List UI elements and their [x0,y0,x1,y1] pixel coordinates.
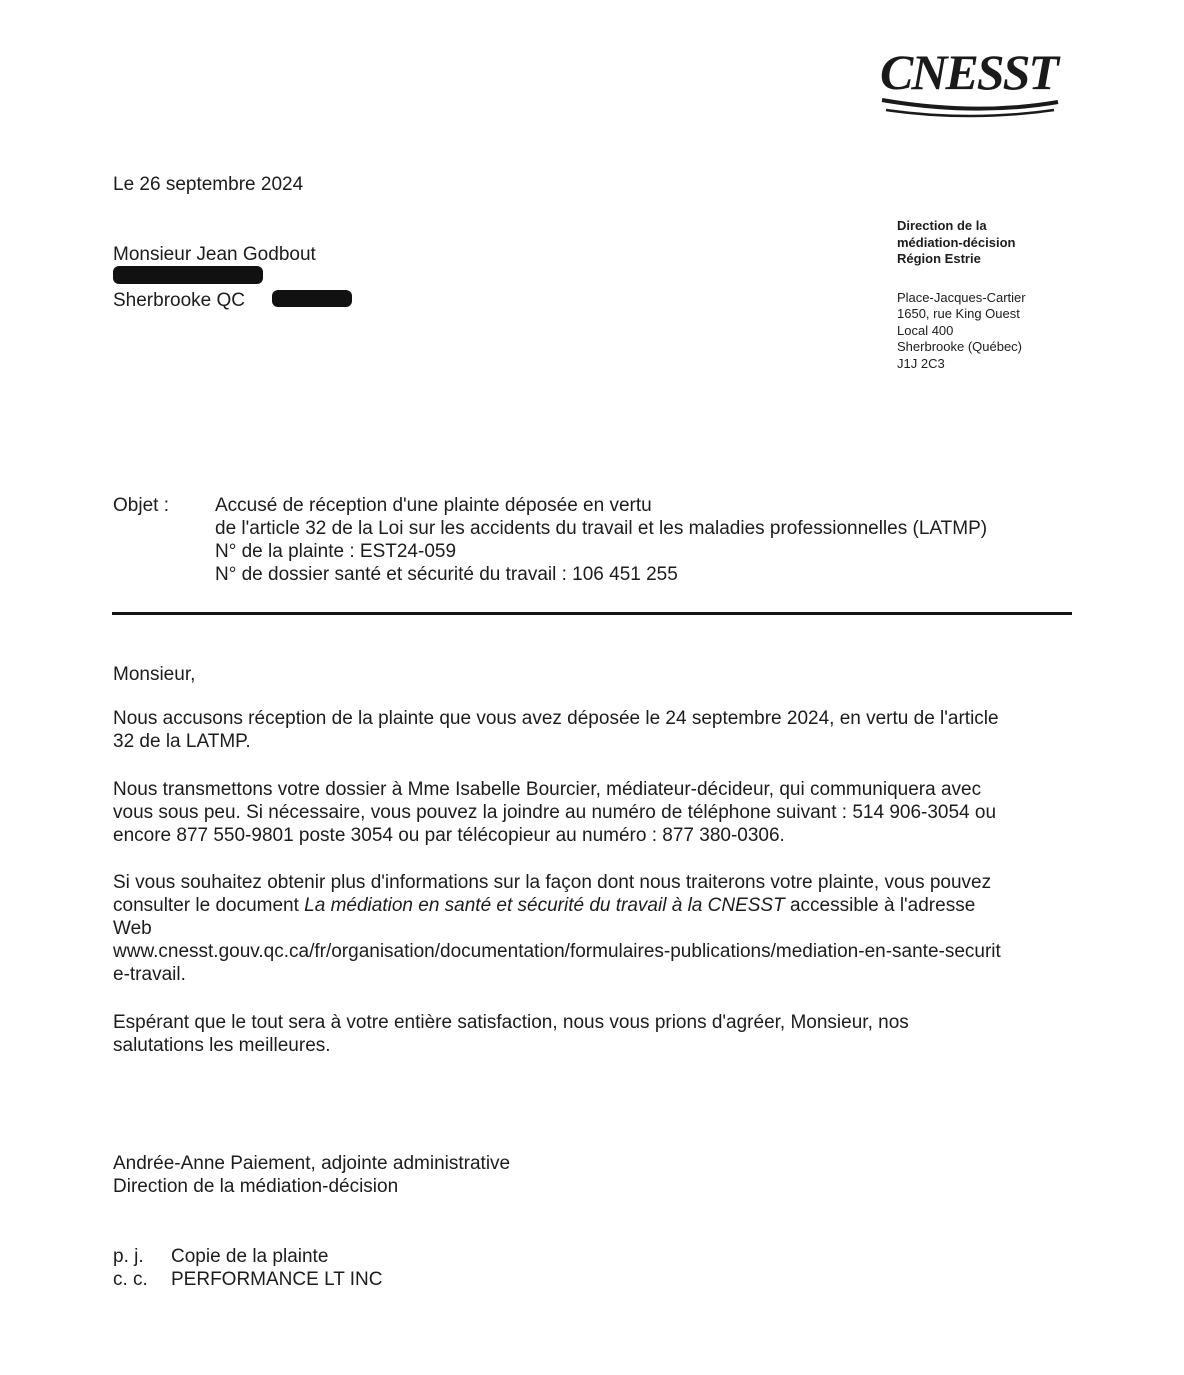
cc-row [113,1268,383,1291]
recipient-city: Sherbrooke QC [113,290,246,311]
paragraph-line: Nous accusons réception de la plainte que vous avez déposée le 24 septembre 2024, en vertu de l'article [113,708,999,729]
pj-label: p. j. [113,1246,144,1267]
logo-text: CNESST [880,44,1057,100]
web-address-continued: e-travail. [113,964,186,985]
paragraph-line: Si vous souhaitez obtenir plus d'informations sur la façon dont nous traiterons votre plainte, vous pouvez [113,872,992,893]
paragraph-mediator [113,778,1073,847]
office-address-line: Local 400 [897,322,954,338]
paragraph-information [113,871,1073,986]
office-address-line: Place-Jacques-Cartier [897,289,1026,305]
cnesst-logo [880,44,1070,124]
paragraph-line [113,894,1073,917]
office-region: Région Estrie [897,251,981,266]
objet-line: de l'article 32 de la Loi sur les accidents du travail et les maladies professionnelles (LATMP) [215,518,988,539]
office-address-line: Sherbrooke (Québec) [897,339,1023,354]
office-service: médiation-décision [897,234,1016,250]
document-title: La médiation en santé et sécurité du travail à la CNESST [304,895,785,916]
paragraph-line: Nous transmettons votre dossier à Mme Isabelle Bourcier, médiateur-décideur, qui communiquera avec [113,779,982,800]
objet-block [215,494,987,586]
paragraph-text: consulter le document [113,895,305,916]
cc-label: c. c. [113,1269,148,1290]
objet-label: Objet : [113,495,169,516]
cc-value: PERFORMANCE LT INC [171,1269,383,1290]
salutation: Monsieur, [113,664,196,685]
objet-line: Accusé de réception d'une plainte déposée en vertu [215,495,652,516]
paragraph-line: encore 877 550-9801 poste 3054 ou par télécopieur au numéro : 877 380-0306. [113,825,785,846]
logo-swoosh-icon [880,96,1060,120]
office-address-block [897,218,1026,372]
paragraph-acknowledgement [113,707,1073,753]
paragraph-text: accessible à l'adresse [784,895,976,916]
web-address: www.cnesst.gouv.qc.ca/fr/organisation/documentation/formulaires-publications/mediation-en-sante-securit [113,941,1001,962]
complaint-number: N° de la plainte : EST24-059 [215,541,457,562]
office-postal-code: J1J 2C3 [897,355,945,371]
paragraph-line: Web [113,918,152,939]
paragraph-line: vous sous peu. Si nécessaire, vous pouvez la joindre au numéro de téléphone suivant : 514 906-3054 ou [113,802,997,823]
office-address-line: 1650, rue King Ouest [897,306,1020,321]
paragraph-closing [113,1011,1073,1057]
letter-date: Le 26 septembre 2024 [113,174,304,195]
office-direction: Direction de la [897,218,987,233]
pj-value: Copie de la plainte [171,1246,329,1267]
divider [112,612,1072,615]
paragraph-line: Espérant que le tout sera à votre entière satisfaction, nous vous prions d'agréer, Monsieur, nos [113,1012,909,1033]
recipient-name: Monsieur Jean Godbout [113,244,316,265]
redaction-bar [272,290,352,307]
enclosures-block [113,1245,383,1291]
signatory-name: Andrée-Anne Paiement, adjointe administrative [113,1153,511,1174]
redaction-bar [113,266,263,284]
signature-block [113,1152,510,1198]
signatory-department: Direction de la médiation-décision [113,1176,399,1197]
paragraph-line: 32 de la LATMP. [113,731,251,752]
file-number: N° de dossier santé et sécurité du travail : 106 451 255 [215,564,678,585]
paragraph-line: salutations les meilleures. [113,1035,331,1056]
enclosure-row [113,1245,383,1268]
